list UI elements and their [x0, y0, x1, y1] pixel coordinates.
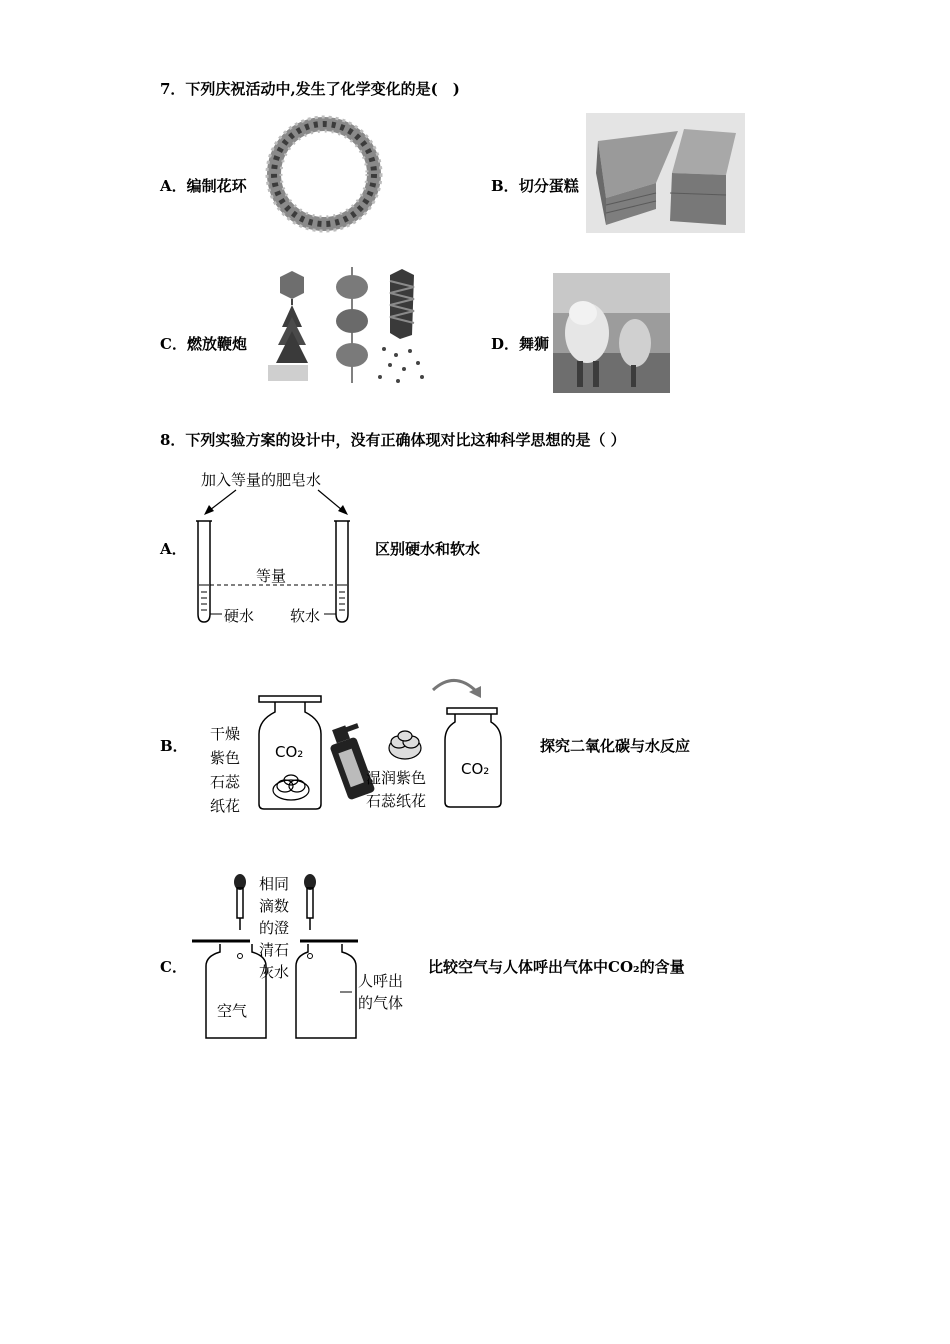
label-line: 相同 — [259, 875, 290, 893]
limewater-label — [259, 873, 289, 983]
question-8-stem: 8．下列实验方案的设计中，没有正确体现对比这种科学思想的是（ ） — [160, 431, 626, 449]
q7-option-b — [491, 175, 579, 196]
option-text: 舞狮 — [519, 335, 550, 353]
label-line: 清石 — [259, 941, 290, 959]
label-line: 滴数 — [259, 897, 290, 915]
hard-soft-water-diagram — [190, 488, 362, 630]
dry-litmus-flower-label — [210, 722, 240, 818]
q7-option-a — [160, 175, 247, 196]
option-letter: B． — [491, 177, 519, 195]
lion-dance-image — [553, 273, 670, 393]
label-line: 纸花 — [210, 797, 241, 815]
q8-option-c-caption: 比较空气与人体呼出气体中CO₂的含量 — [428, 958, 685, 976]
label-line: 石蕊 — [210, 773, 241, 791]
co2-label-left: CO₂ — [275, 743, 304, 761]
equal-amount-label: 等量 — [256, 567, 287, 585]
exhaled-gas-label — [358, 970, 403, 1014]
q7-option-d — [491, 333, 549, 354]
option-letter: C． — [160, 335, 187, 353]
cake-image — [586, 113, 745, 233]
option-letter: A． — [160, 177, 187, 195]
q8-option-b-letter: B． — [160, 737, 188, 755]
wet-litmus-flower-label — [366, 767, 426, 813]
question-7-stem: 7．下列庆祝活动中,发生了化学变化的是( ) — [160, 80, 460, 98]
label-line: 的气体 — [358, 994, 404, 1012]
firecrackers-image — [262, 265, 438, 390]
q8-option-a-caption: 区别硬水和软水 — [375, 540, 481, 558]
q8-option-c-letter: C． — [160, 958, 187, 976]
hard-water-label: 硬水 — [224, 607, 255, 625]
label-line: 干燥 — [210, 725, 241, 743]
label-line: 人呼出 — [358, 972, 404, 990]
soft-water-label: 软水 — [290, 607, 321, 625]
soap-water-label: 加入等量的肥皂水 — [201, 471, 322, 489]
label-line: 湿润紫色 — [366, 769, 427, 787]
option-text: 编制花环 — [186, 177, 247, 195]
co2-label-right: CO₂ — [461, 760, 490, 778]
label-line: 石蕊纸花 — [366, 792, 427, 810]
option-text: 燃放鞭炮 — [186, 335, 247, 353]
option-text: 切分蛋糕 — [518, 177, 579, 195]
flower-wreath-image — [262, 112, 386, 236]
label-line: 的澄 — [259, 919, 290, 937]
q8-option-a-letter: A． — [160, 540, 187, 558]
label-line: 灰水 — [259, 963, 290, 981]
air-label: 空气 — [217, 1002, 248, 1020]
option-letter: D． — [491, 335, 520, 353]
q8-option-b-caption: 探究二氧化碳与水反应 — [540, 737, 691, 755]
q7-option-c — [160, 333, 247, 354]
label-line: 紫色 — [210, 749, 241, 767]
